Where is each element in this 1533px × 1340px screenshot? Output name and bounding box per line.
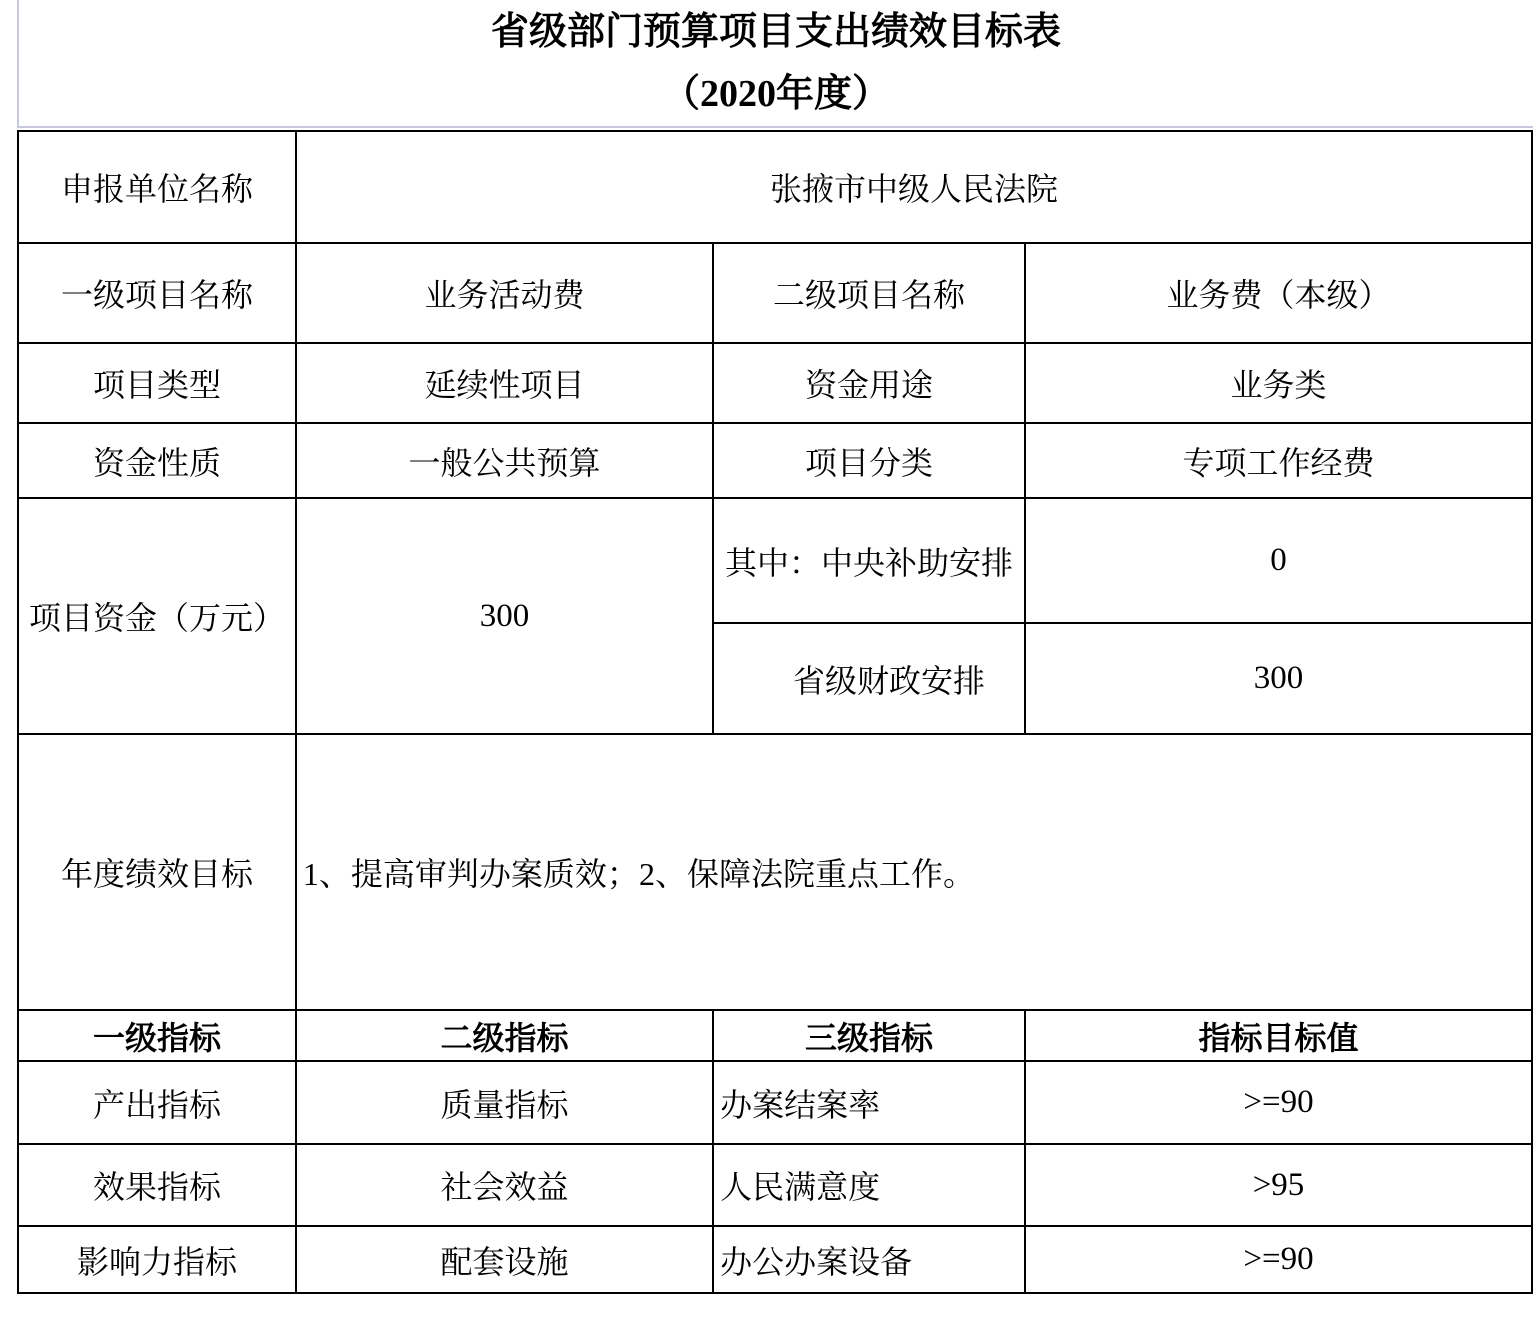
unit-label: 申报单位名称 [18, 131, 296, 243]
project-type-row [18, 343, 1532, 423]
fund-nature-row [18, 423, 1532, 498]
project-class-value: 专项工作经费 [1025, 423, 1532, 498]
header-level1-indicator: 一级指标 [18, 1010, 296, 1061]
title-box [17, 0, 1533, 128]
project-funds-label: 项目资金（万元） [18, 498, 296, 734]
project-class-label: 项目分类 [713, 423, 1025, 498]
project-name-row [18, 243, 1532, 343]
project-type-value: 延续性项目 [296, 343, 713, 423]
header-target-value: 指标目标值 [1025, 1010, 1532, 1061]
level2-project-label: 二级项目名称 [713, 243, 1025, 343]
page-title: 省级部门预算项目支出绩效目标表 [490, 9, 1061, 53]
goal-text-1: 、提高审判办案质效； [318, 855, 639, 893]
indicator-level2: 配套设施 [296, 1226, 713, 1293]
indicator-level3: 人民满意度 [713, 1144, 1025, 1226]
level2-project-value: 业务费（本级） [1025, 243, 1532, 343]
indicator-level2: 质量指标 [296, 1061, 713, 1144]
goal-number-1: 1 [302, 856, 319, 892]
subtitle-open: （ [661, 71, 700, 115]
indicator-target: >=90 [1025, 1061, 1532, 1144]
header-level3-indicator: 三级指标 [713, 1010, 1025, 1061]
level1-project-value: 业务活动费 [296, 243, 713, 343]
annual-goal-row [18, 734, 1532, 1010]
indicator-level1: 效果指标 [18, 1144, 296, 1226]
subtitle-year: 2020 [700, 73, 776, 115]
fund-use-value: 业务类 [1025, 343, 1532, 423]
indicator-header-row [18, 1010, 1532, 1061]
annual-goal-text [296, 734, 1532, 1010]
project-type-label: 项目类型 [18, 343, 296, 423]
indicator-target: >=90 [1025, 1226, 1532, 1293]
indicator-target: >95 [1025, 1144, 1532, 1226]
header-level2-indicator: 二级指标 [296, 1010, 713, 1061]
provincial-finance-value: 300 [1025, 623, 1532, 734]
level1-project-label: 一级项目名称 [18, 243, 296, 343]
goal-number-2: 2 [638, 856, 655, 892]
performance-table [17, 130, 1533, 1294]
unit-row [18, 131, 1532, 243]
indicator-level2: 社会效益 [296, 1144, 713, 1226]
fund-central-row [18, 498, 1532, 623]
table-row [18, 1144, 1532, 1226]
indicator-level3: 办公办案设备 [713, 1226, 1025, 1293]
subtitle-rest: 年度） [776, 71, 891, 115]
fund-nature-value: 一般公共预算 [296, 423, 713, 498]
indicator-level1: 影响力指标 [18, 1226, 296, 1293]
indicator-level3: 办案结案率 [713, 1061, 1025, 1144]
table-row [18, 1061, 1532, 1144]
fund-use-label: 资金用途 [713, 343, 1025, 423]
page-subtitle [19, 68, 1533, 119]
annual-goal-label: 年度绩效目标 [18, 734, 296, 1010]
table-row [18, 1226, 1532, 1293]
central-subsidy-value: 0 [1025, 498, 1532, 623]
provincial-finance-label: 省级财政安排 [713, 623, 1025, 734]
indicator-level1: 产出指标 [18, 1061, 296, 1144]
central-subsidy-label: 其中：中央补助安排 [713, 498, 1025, 623]
unit-value: 张掖市中级人民法院 [296, 131, 1532, 243]
goal-text-2: 、保障法院重点工作。 [654, 855, 975, 893]
project-funds-total: 300 [296, 498, 713, 734]
fund-nature-label: 资金性质 [18, 423, 296, 498]
